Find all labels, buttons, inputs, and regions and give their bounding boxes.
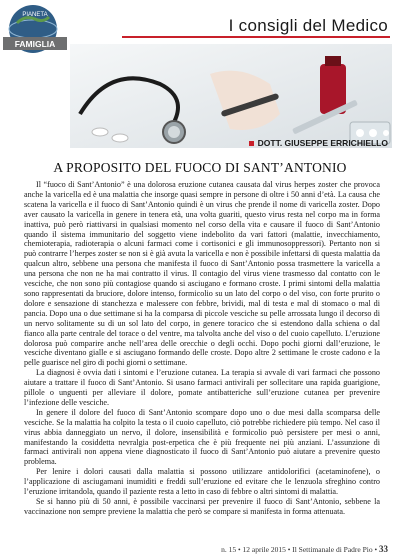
article-paragraph: La diagnosi è ovvia dati i sintomi e l’eruzione cutanea. La terapia si avvale di vari farmaci che possono aiutare a trattare il fuoco di Sant’Antonio. Si usano farmaci antivirali per sollecitare una rapida guarigione, pillole o unguenti per alleviare il dolore, pomate antibatteriche sull’eruzione cutanea per prevenire l’infezione delle vesciche. — [24, 368, 380, 407]
logo-text-top: PIANETA — [22, 12, 48, 18]
section-title: I consigli del Medico — [228, 16, 388, 35]
article-title: A PROPOSITO DEL FUOCO DI SANT’ANTONIO — [53, 160, 347, 175]
issue-info: n. 15 • 12 aprile 2015 • Il Settimanale di Padre Pio • — [221, 545, 378, 554]
page-footer — [221, 544, 388, 554]
bullet-square-icon — [249, 141, 254, 146]
author-name: DOTT. GIUSEPPE ERRICHIELLO — [257, 138, 388, 148]
page-number: 33 — [379, 544, 388, 554]
article-body — [24, 180, 380, 517]
article-paragraph: Per lenire i dolori causati dalla malattia si possono utilizzare antidolorifici (acetaminofene), o l’applicazione di asciugamani inumiditi e freddi sull’eruzione ed evitare che le lenzuola sfreghino contro l’eruzione irritandola, quando il paziente resta a letto in caso di febbre o altri sintomi di malattia. — [24, 467, 380, 497]
section-divider — [122, 36, 390, 38]
article-paragraph: In genere il dolore del fuoco di Sant’Antonio scompare dopo uno o due mesi dalla scomparsa delle vesciche. Se la malattia ha colpito la testa o il cuoio capelluto, ciò potrebbe richiedere più tempo. Nel caso il virus abbia danneggiato un nervo, il dolore, insensibilità e formicolio può persistere per mesi o anni, manifestando la cosiddetta nevralgia post-erpetica che è più frequente nei più anziani. L’assunzione di farmaci antivirali non appena viene diagnosticato il fuoco di Sant’Antonio può aiutare a prevenire questo problema. — [24, 407, 380, 467]
article-paragraph: Il “fuoco di Sant’Antonio” è una dolorosa eruzione cutanea causata dal virus herpes zoster che provoca anche la varicella ed è una malattia che insorge quasi sempre in persone di oltre i 50 anni d’età. La causa che scatena la varicella e il fuoco di Sant’Antonio quindi è un virus che prende il nome di varicella zoster. Dopo aver causato la varicella in genere in tenera età, una volta guariti, questo virus resta nel corpo ma in forma inattiva, può però riattivarsi in qualsiasi momento nel corso della vita e causare il fuoco di Sant’Antonio quando il sistema immunitario del soggetto viene indebolito da vari fattori (malattie, invecchiamento, chemioterapia, radioterapia o alcuni farmaci come i cortisonici e gli immunosoppressori). Pertanto non si può contrarre l’herpes zoster se non si è già avuta la varicella e non è possibile infettarsi di questa malattia da qualcun altro, sebbene una persona che manifesta il fuoco di Sant’Antonio possa trasmettere la varicella a una persona che non ne ha mai contratto il virus. Il contagio del virus viene trasmesso dal contatto con le vesciche, che non sono più contagiose quando si asciugano e formano croste. I primi sintomi della malattia sono rappresentati da bruciore, dolore intenso, formicolio su un lato del corpo o del viso, con forte prurito o dolore e sensazione di stanchezza e malessere con febbre, brividi, mal di testa e mal di stomaco o mal di pancia. Dopo una o due settimane si ha la comparsa di piccole vesciche su pelle arrossata lungo il decorso di un nervo solitamente su di un sol lato del corpo, in genere toracico che si estendono dalla schiena o dal fianco alla parte centrale del torace o del ventre, ma talvolta anche del viso o del cuoio capelluto. L’eruzione dolorosa può comparire anche nell’area delle orecchie o degli occhi. Dopo pochi giorni dall’eruzione, le vesciche diventano gialle e si asciugano formando delle croste. Dopo altre 2 settimane le croste cadono e la pelle guarisce nel giro di pochi giorni o settimane. — [24, 180, 380, 368]
article-paragraph: Se si hanno più di 50 anni, è possibile vaccinarsi per prevenire il fuoco di Sant’Antonio, sebbene la vaccinazione non sempre previene la malattia che però se compare si manifesta in forma attenuata. — [24, 497, 380, 516]
byline — [249, 138, 388, 148]
logo-text-bottom: FAMIGLIA — [14, 39, 56, 49]
pianeta-famiglia-logo — [3, 3, 67, 59]
header-photo — [70, 44, 392, 148]
page-header — [0, 0, 400, 158]
